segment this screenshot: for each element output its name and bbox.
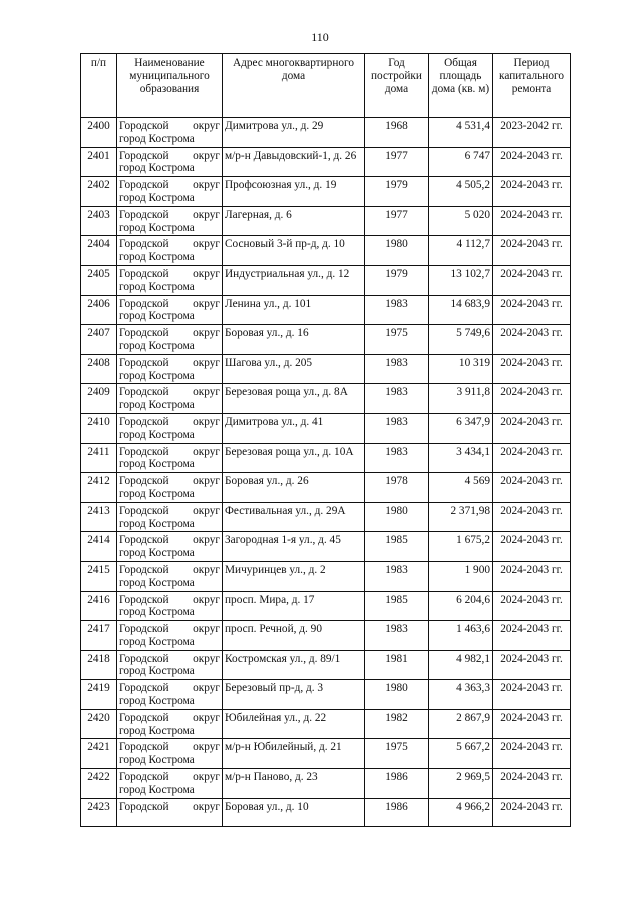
municipality-word-1: Городской: [119, 534, 169, 547]
municipality-line-2: город Кострома: [119, 695, 195, 708]
municipality-cell: [117, 591, 223, 621]
address-cell: Березовая роща ул., д. 8А: [223, 384, 365, 414]
period-cell: 2024-2043 гг.: [493, 739, 571, 769]
row-number: 2408: [81, 354, 117, 384]
municipality-word-2: округ: [193, 652, 220, 665]
row-number: 2409: [81, 384, 117, 414]
municipality-cell: [117, 206, 223, 236]
row-number: 2411: [81, 443, 117, 473]
period-cell: 2024-2043 гг.: [493, 473, 571, 503]
address-cell: Шагова ул., д. 205: [223, 354, 365, 384]
area-cell: 2 371,98: [429, 502, 493, 532]
table-row: [81, 473, 571, 503]
municipality-word-2: округ: [193, 800, 220, 813]
municipality-word-2: округ: [193, 504, 220, 517]
period-cell: 2024-2043 гг.: [493, 413, 571, 443]
year-cell: 1975: [365, 325, 429, 355]
year-cell: 1980: [365, 680, 429, 710]
year-cell: 1983: [365, 295, 429, 325]
table-row: [81, 413, 571, 443]
year-cell: 1986: [365, 798, 429, 827]
area-cell: 4 363,3: [429, 680, 493, 710]
header-period: Период капитального ремонта: [493, 54, 571, 118]
period-cell: 2024-2043 гг.: [493, 443, 571, 473]
area-cell: 4 982,1: [429, 650, 493, 680]
table-row: [81, 384, 571, 414]
address-cell: Юбилейная ул., д. 22: [223, 709, 365, 739]
year-cell: 1986: [365, 769, 429, 799]
municipality-word-1: Городской: [119, 415, 169, 428]
municipality-line-2: город Кострома: [119, 251, 195, 264]
municipality-word-1: Городской: [119, 711, 169, 724]
municipality-word-2: округ: [193, 534, 220, 547]
area-cell: 4 112,7: [429, 236, 493, 266]
municipality-line-2: город Кострома: [119, 399, 195, 412]
year-cell: 1983: [365, 354, 429, 384]
table-row: [81, 206, 571, 236]
municipality-line-2: город Кострома: [119, 369, 195, 382]
year-cell: 1975: [365, 739, 429, 769]
municipality-word-2: округ: [193, 682, 220, 695]
area-cell: 5 749,6: [429, 325, 493, 355]
municipality-cell: [117, 325, 223, 355]
municipality-line-2: город Кострома: [119, 754, 195, 767]
municipality-word-1: Городской: [119, 652, 169, 665]
period-cell: 2024-2043 гг.: [493, 236, 571, 266]
table-row: [81, 265, 571, 295]
area-cell: 1 900: [429, 561, 493, 591]
municipality-line-2: город Кострома: [119, 517, 195, 530]
municipality-line-2: город Кострома: [119, 428, 195, 441]
table-row: [81, 561, 571, 591]
municipality-line-2: город Кострома: [119, 665, 195, 678]
municipality-cell: [117, 532, 223, 562]
address-cell: Димитрова ул., д. 29: [223, 118, 365, 148]
year-cell: 1981: [365, 650, 429, 680]
municipality-word-2: округ: [193, 771, 220, 784]
municipality-line-2: город Кострома: [119, 606, 195, 619]
header-address: Адрес многоквартирного дома: [223, 54, 365, 118]
municipality-cell: [117, 502, 223, 532]
address-cell: Березовый пр-д, д. 3: [223, 680, 365, 710]
municipality-cell: [117, 236, 223, 266]
municipality-line-2: город Кострома: [119, 221, 195, 234]
period-cell: 2024-2043 гг.: [493, 532, 571, 562]
municipality-cell: [117, 265, 223, 295]
municipality-line-2: город Кострома: [119, 280, 195, 293]
year-cell: 1980: [365, 502, 429, 532]
period-cell: 2024-2043 гг.: [493, 177, 571, 207]
year-cell: 1980: [365, 236, 429, 266]
municipality-cell: [117, 177, 223, 207]
municipality-line-2: город Кострома: [119, 783, 195, 796]
period-cell: 2024-2043 гг.: [493, 591, 571, 621]
period-cell: 2024-2043 гг.: [493, 798, 571, 827]
address-cell: Фестивальная ул., д. 29А: [223, 502, 365, 532]
municipality-line-2: город Кострома: [119, 458, 195, 471]
row-number: 2410: [81, 413, 117, 443]
address-cell: просп. Речной, д. 90: [223, 621, 365, 651]
period-cell: 2024-2043 гг.: [493, 709, 571, 739]
municipality-line-2: город Кострома: [119, 162, 195, 175]
year-cell: 1983: [365, 413, 429, 443]
municipality-word-2: округ: [193, 327, 220, 340]
municipality-line-2: город Кострома: [119, 635, 195, 648]
table-row: [81, 650, 571, 680]
municipality-word-2: округ: [193, 149, 220, 162]
year-cell: 1979: [365, 265, 429, 295]
area-cell: 13 102,7: [429, 265, 493, 295]
table-body: [81, 118, 571, 827]
table-row: [81, 621, 571, 651]
row-number: 2423: [81, 798, 117, 827]
municipality-word-1: Городской: [119, 297, 169, 310]
municipality-word-1: Городской: [119, 356, 169, 369]
address-cell: Сосновый 3-й пр-д, д. 10: [223, 236, 365, 266]
municipality-line-2: город Кострома: [119, 310, 195, 323]
municipality-cell: [117, 680, 223, 710]
municipality-word-2: округ: [193, 711, 220, 724]
municipality-cell: [117, 473, 223, 503]
municipality-word-1: Городской: [119, 563, 169, 576]
area-cell: 5 020: [429, 206, 493, 236]
municipality-cell: [117, 354, 223, 384]
municipality-word-2: округ: [193, 563, 220, 576]
municipality-word-2: округ: [193, 238, 220, 251]
address-cell: Ленина ул., д. 101: [223, 295, 365, 325]
municipality-line-2: город Кострома: [119, 487, 195, 500]
table-row: [81, 709, 571, 739]
row-number: 2401: [81, 147, 117, 177]
municipality-word-1: Городской: [119, 327, 169, 340]
address-cell: Мичуринцев ул., д. 2: [223, 561, 365, 591]
period-cell: 2024-2043 гг.: [493, 384, 571, 414]
header-year: Год постройки дома: [365, 54, 429, 118]
period-cell: 2024-2043 гг.: [493, 561, 571, 591]
row-number: 2419: [81, 680, 117, 710]
table-row: [81, 798, 571, 827]
address-cell: Костромская ул., д. 89/1: [223, 650, 365, 680]
row-number: 2415: [81, 561, 117, 591]
municipality-cell: [117, 621, 223, 651]
address-cell: Индустриальная ул., д. 12: [223, 265, 365, 295]
municipality-cell: [117, 561, 223, 591]
housing-registry-table: [80, 53, 571, 827]
municipality-word-2: округ: [193, 386, 220, 399]
municipality-word-1: Городской: [119, 149, 169, 162]
table-row: [81, 502, 571, 532]
municipality-word-2: округ: [193, 297, 220, 310]
table-row: [81, 443, 571, 473]
table-row: [81, 177, 571, 207]
table-row: [81, 147, 571, 177]
year-cell: 1979: [365, 177, 429, 207]
municipality-word-1: Городской: [119, 179, 169, 192]
year-cell: 1983: [365, 621, 429, 651]
period-cell: 2024-2043 гг.: [493, 650, 571, 680]
table-row: [81, 769, 571, 799]
area-cell: 10 319: [429, 354, 493, 384]
municipality-word-2: округ: [193, 445, 220, 458]
area-cell: 1 675,2: [429, 532, 493, 562]
municipality-line-2: город Кострома: [119, 132, 195, 145]
municipality-word-1: Городской: [119, 475, 169, 488]
period-cell: 2023-2042 гг.: [493, 118, 571, 148]
municipality-cell: [117, 739, 223, 769]
municipality-word-2: округ: [193, 415, 220, 428]
row-number: 2405: [81, 265, 117, 295]
area-cell: 6 747: [429, 147, 493, 177]
address-cell: Березовая роща ул., д. 10А: [223, 443, 365, 473]
area-cell: 3 434,1: [429, 443, 493, 473]
period-cell: 2024-2043 гг.: [493, 325, 571, 355]
municipality-word-1: Городской: [119, 682, 169, 695]
municipality-word-1: Городской: [119, 623, 169, 636]
municipality-word-2: округ: [193, 120, 220, 132]
page-number: 110: [311, 30, 329, 44]
municipality-word-1: Городской: [119, 238, 169, 251]
year-cell: 1983: [365, 443, 429, 473]
address-cell: просп. Мира, д. 17: [223, 591, 365, 621]
area-cell: 2 969,5: [429, 769, 493, 799]
municipality-line-2: город Кострома: [119, 576, 195, 589]
row-number: 2406: [81, 295, 117, 325]
address-cell: Боровая ул., д. 10: [223, 798, 365, 827]
row-number: 2414: [81, 532, 117, 562]
area-cell: 2 867,9: [429, 709, 493, 739]
row-number: 2422: [81, 769, 117, 799]
table-row: [81, 739, 571, 769]
period-cell: 2024-2043 гг.: [493, 206, 571, 236]
area-cell: 6 347,9: [429, 413, 493, 443]
municipality-line-2: город Кострома: [119, 724, 195, 737]
row-number: 2407: [81, 325, 117, 355]
table-header-row: [81, 54, 571, 118]
municipality-word-2: округ: [193, 356, 220, 369]
area-cell: 4 531,4: [429, 118, 493, 148]
row-number: 2418: [81, 650, 117, 680]
row-number: 2402: [81, 177, 117, 207]
area-cell: 14 683,9: [429, 295, 493, 325]
address-cell: Загородная 1-я ул., д. 45: [223, 532, 365, 562]
address-cell: Димитрова ул., д. 41: [223, 413, 365, 443]
header-municipality: Наименование муниципального образования: [117, 54, 223, 118]
table-row: [81, 680, 571, 710]
header-area: Общая площадь дома (кв. м): [429, 54, 493, 118]
municipality-cell: [117, 798, 223, 827]
row-number: 2416: [81, 591, 117, 621]
municipality-cell: [117, 443, 223, 473]
municipality-word-1: Городской: [119, 120, 169, 132]
municipality-word-2: округ: [193, 741, 220, 754]
municipality-cell: [117, 709, 223, 739]
municipality-word-1: Городской: [119, 386, 169, 399]
area-cell: 4 569: [429, 473, 493, 503]
area-cell: 3 911,8: [429, 384, 493, 414]
address-cell: Боровая ул., д. 26: [223, 473, 365, 503]
municipality-word-2: округ: [193, 593, 220, 606]
municipality-word-2: округ: [193, 179, 220, 192]
period-cell: 2024-2043 гг.: [493, 621, 571, 651]
year-cell: 1983: [365, 384, 429, 414]
area-cell: 5 667,2: [429, 739, 493, 769]
year-cell: 1977: [365, 206, 429, 236]
municipality-word-1: Городской: [119, 771, 169, 784]
municipality-cell: [117, 118, 223, 148]
period-cell: 2024-2043 гг.: [493, 147, 571, 177]
municipality-word-1: Городской: [119, 208, 169, 221]
year-cell: 1983: [365, 561, 429, 591]
municipality-word-2: округ: [193, 475, 220, 488]
municipality-cell: [117, 147, 223, 177]
year-cell: 1985: [365, 532, 429, 562]
year-cell: 1968: [365, 118, 429, 148]
row-number: 2417: [81, 621, 117, 651]
year-cell: 1982: [365, 709, 429, 739]
address-cell: Профсоюзная ул., д. 19: [223, 177, 365, 207]
year-cell: 1985: [365, 591, 429, 621]
municipality-line-2: город Кострома: [119, 191, 195, 204]
municipality-word-1: Городской: [119, 741, 169, 754]
municipality-cell: [117, 295, 223, 325]
table-row: [81, 118, 571, 148]
address-cell: Лагерная, д. 6: [223, 206, 365, 236]
municipality-word-2: округ: [193, 267, 220, 280]
municipality-word-1: Городской: [119, 504, 169, 517]
address-cell: м/р-н Давыдовский-1, д. 26: [223, 147, 365, 177]
municipality-cell: [117, 384, 223, 414]
area-cell: 4 966,2: [429, 798, 493, 827]
table-row: [81, 236, 571, 266]
period-cell: 2024-2043 гг.: [493, 769, 571, 799]
area-cell: 6 204,6: [429, 591, 493, 621]
table-row: [81, 532, 571, 562]
period-cell: 2024-2043 гг.: [493, 354, 571, 384]
municipality-word-1: Городской: [119, 593, 169, 606]
row-number: 2400: [81, 118, 117, 148]
row-number: 2420: [81, 709, 117, 739]
municipality-line-2: город Кострома: [119, 339, 195, 352]
period-cell: 2024-2043 гг.: [493, 502, 571, 532]
row-number: 2404: [81, 236, 117, 266]
municipality-cell: [117, 650, 223, 680]
year-cell: 1977: [365, 147, 429, 177]
row-number: 2421: [81, 739, 117, 769]
header-num: п/п: [81, 54, 117, 118]
municipality-word-1: Городской: [119, 267, 169, 280]
municipality-line-2: город Кострома: [119, 547, 195, 560]
municipality-word-2: округ: [193, 208, 220, 221]
municipality-word-1: Городской: [119, 800, 169, 813]
period-cell: 2024-2043 гг.: [493, 265, 571, 295]
area-cell: 1 463,6: [429, 621, 493, 651]
table-row: [81, 591, 571, 621]
year-cell: 1978: [365, 473, 429, 503]
municipality-word-2: округ: [193, 623, 220, 636]
table-row: [81, 354, 571, 384]
row-number: 2412: [81, 473, 117, 503]
address-cell: Боровая ул., д. 16: [223, 325, 365, 355]
municipality-word-1: Городской: [119, 445, 169, 458]
municipality-cell: [117, 413, 223, 443]
period-cell: 2024-2043 гг.: [493, 680, 571, 710]
address-cell: м/р-н Паново, д. 23: [223, 769, 365, 799]
period-cell: 2024-2043 гг.: [493, 295, 571, 325]
row-number: 2403: [81, 206, 117, 236]
address-cell: м/р-н Юбилейный, д. 21: [223, 739, 365, 769]
area-cell: 4 505,2: [429, 177, 493, 207]
table-row: [81, 325, 571, 355]
row-number: 2413: [81, 502, 117, 532]
table-row: [81, 295, 571, 325]
municipality-cell: [117, 769, 223, 799]
